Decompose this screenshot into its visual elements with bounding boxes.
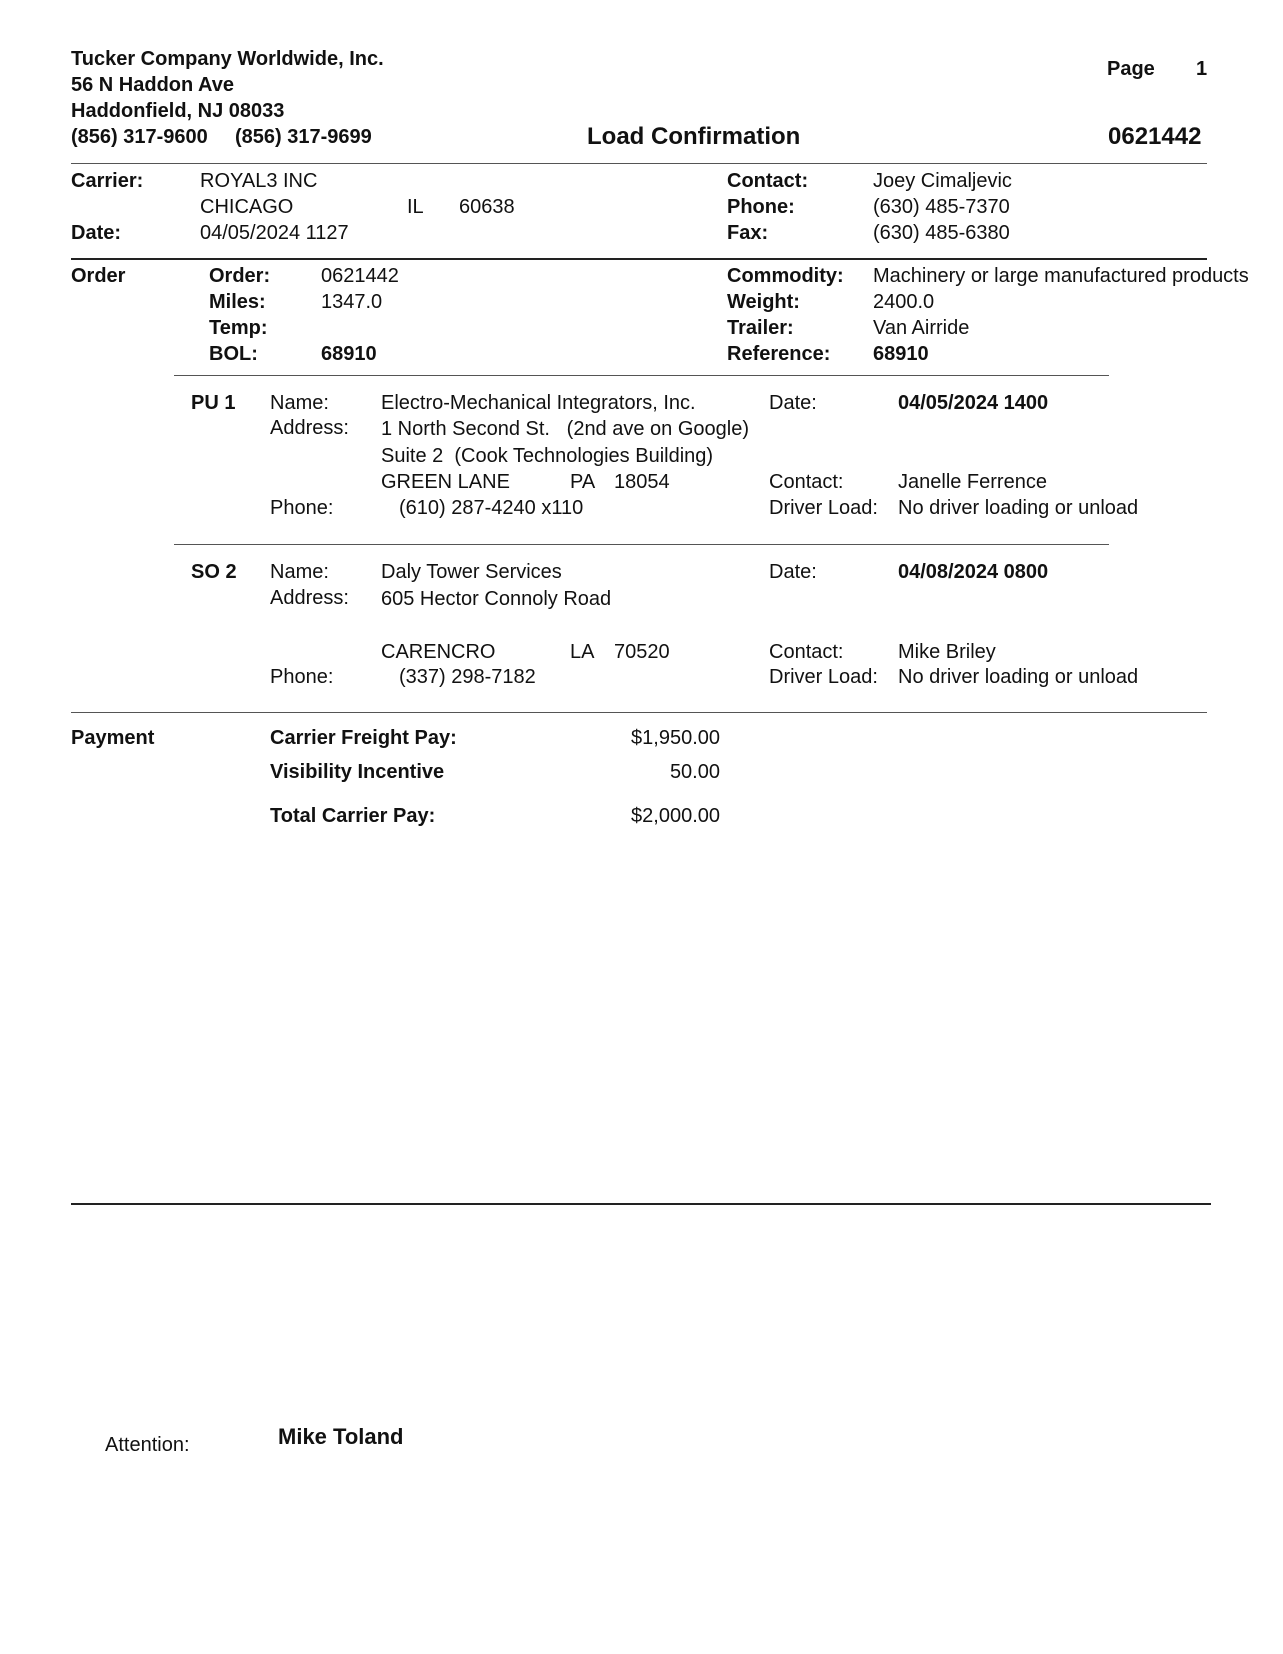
stop-address-label: Address: — [270, 417, 349, 439]
stop-address-line1: 605 Hector Connoly Road — [381, 588, 612, 610]
carrier-date: 04/05/2024 1127 — [200, 222, 349, 244]
company-address-line2: Haddonfield, NJ 08033 — [71, 100, 285, 122]
carrier-fax: (630) 485-6380 — [873, 222, 1010, 244]
company-name: Tucker Company Worldwide, Inc. — [71, 48, 384, 70]
stop-contact: Mike Briley — [898, 641, 996, 663]
stop-contact: Janelle Ferrence — [898, 471, 1047, 493]
signature-line — [71, 1203, 1211, 1205]
stop-phone: (610) 287-4240 x110 — [399, 497, 584, 519]
incentive-label: Visibility Incentive — [270, 761, 445, 783]
stop-phone: (337) 298-7182 — [399, 666, 536, 688]
stop-phone-label: Phone: — [270, 666, 334, 688]
order-number: 0621442 — [321, 265, 399, 287]
stop-driver-load: No driver loading or unload — [898, 497, 1139, 519]
order-weight: 2400.0 — [873, 291, 935, 313]
order-trailer-label: Trailer: — [727, 317, 794, 339]
stop-name-label: Name: — [270, 392, 329, 414]
page-label: Page — [1107, 58, 1155, 80]
stop-zip: 18054 — [614, 471, 670, 493]
order-reference: 68910 — [873, 343, 929, 365]
stop-address-label: Address: — [270, 587, 349, 609]
divider — [71, 712, 1207, 713]
carrier-city: CHICAGO — [200, 196, 294, 218]
freight-pay-value: $1,950.00 — [631, 727, 720, 749]
carrier-phone-label: Phone: — [727, 196, 795, 218]
company-phone-2: (856) 317-9699 — [235, 126, 372, 148]
freight-pay-label: Carrier Freight Pay: — [270, 727, 457, 749]
order-number-label: Order: — [209, 265, 271, 287]
divider — [174, 544, 1109, 545]
stop-name: Daly Tower Services — [381, 561, 562, 583]
stop-date: 04/08/2024 0800 — [898, 561, 1049, 583]
carrier-label: Carrier: — [71, 170, 144, 192]
order-bol: 68910 — [321, 343, 377, 365]
carrier-contact-label: Contact: — [727, 170, 809, 192]
stop-code: PU 1 — [191, 392, 236, 414]
page-number: 1 — [1196, 58, 1208, 80]
stop-address-line2: Suite 2 (Cook Technologies Building) — [381, 445, 714, 467]
stop-contact-label: Contact: — [769, 471, 844, 493]
attention-name: Mike Toland — [278, 1424, 404, 1449]
payment-section-label: Payment — [71, 727, 155, 749]
stop-driver-load: No driver loading or unload — [898, 666, 1139, 688]
stop-driver-load-label: Driver Load: — [769, 497, 878, 519]
stop-phone-label: Phone: — [270, 497, 334, 519]
divider — [71, 163, 1207, 164]
carrier-zip: 60638 — [459, 196, 515, 218]
stop-state: PA — [570, 471, 596, 493]
order-trailer: Van Airride — [873, 317, 970, 339]
carrier-fax-label: Fax: — [727, 222, 769, 244]
stop-driver-load-label: Driver Load: — [769, 666, 878, 688]
order-commodity: Machinery or large manufactured products — [873, 265, 1249, 287]
divider — [174, 375, 1109, 376]
stop-city: GREEN LANE — [381, 471, 510, 493]
stop-name-label: Name: — [270, 561, 329, 583]
order-weight-label: Weight: — [727, 291, 800, 313]
divider — [71, 258, 1207, 260]
company-phone-1: (856) 317-9600 — [71, 126, 208, 148]
incentive-value: 50.00 — [669, 761, 720, 783]
stop-address-line1: 1 North Second St. (2nd ave on Google) — [381, 418, 749, 440]
order-bol-label: BOL: — [209, 343, 258, 365]
carrier-name: ROYAL3 INC — [200, 170, 318, 192]
order-reference-label: Reference: — [727, 343, 831, 365]
stop-contact-label: Contact: — [769, 641, 844, 663]
attention-label: Attention: — [105, 1434, 190, 1456]
order-section-label: Order — [71, 265, 126, 287]
carrier-contact: Joey Cimaljevic — [873, 170, 1012, 192]
stop-city: CARENCRO — [381, 641, 496, 663]
stop-code: SO 2 — [191, 561, 237, 583]
carrier-phone: (630) 485-7370 — [873, 196, 1010, 218]
stop-state: LA — [570, 641, 595, 663]
stop-zip: 70520 — [614, 641, 670, 663]
order-miles: 1347.0 — [321, 291, 383, 313]
carrier-state: IL — [407, 196, 424, 218]
order-miles-label: Miles: — [209, 291, 266, 313]
stop-date-label: Date: — [769, 392, 817, 414]
stop-date-label: Date: — [769, 561, 817, 583]
document-title: Load Confirmation — [587, 123, 801, 150]
stop-name: Electro-Mechanical Integrators, Inc. — [381, 392, 696, 414]
document-number: 0621442 — [1108, 123, 1202, 150]
stop-date: 04/05/2024 1400 — [898, 392, 1049, 414]
total-pay-label: Total Carrier Pay: — [270, 805, 436, 827]
order-temp-label: Temp: — [209, 317, 268, 339]
company-address-line1: 56 N Haddon Ave — [71, 74, 234, 96]
order-commodity-label: Commodity: — [727, 265, 844, 287]
total-pay-value: $2,000.00 — [631, 805, 720, 827]
carrier-date-label: Date: — [71, 222, 122, 244]
